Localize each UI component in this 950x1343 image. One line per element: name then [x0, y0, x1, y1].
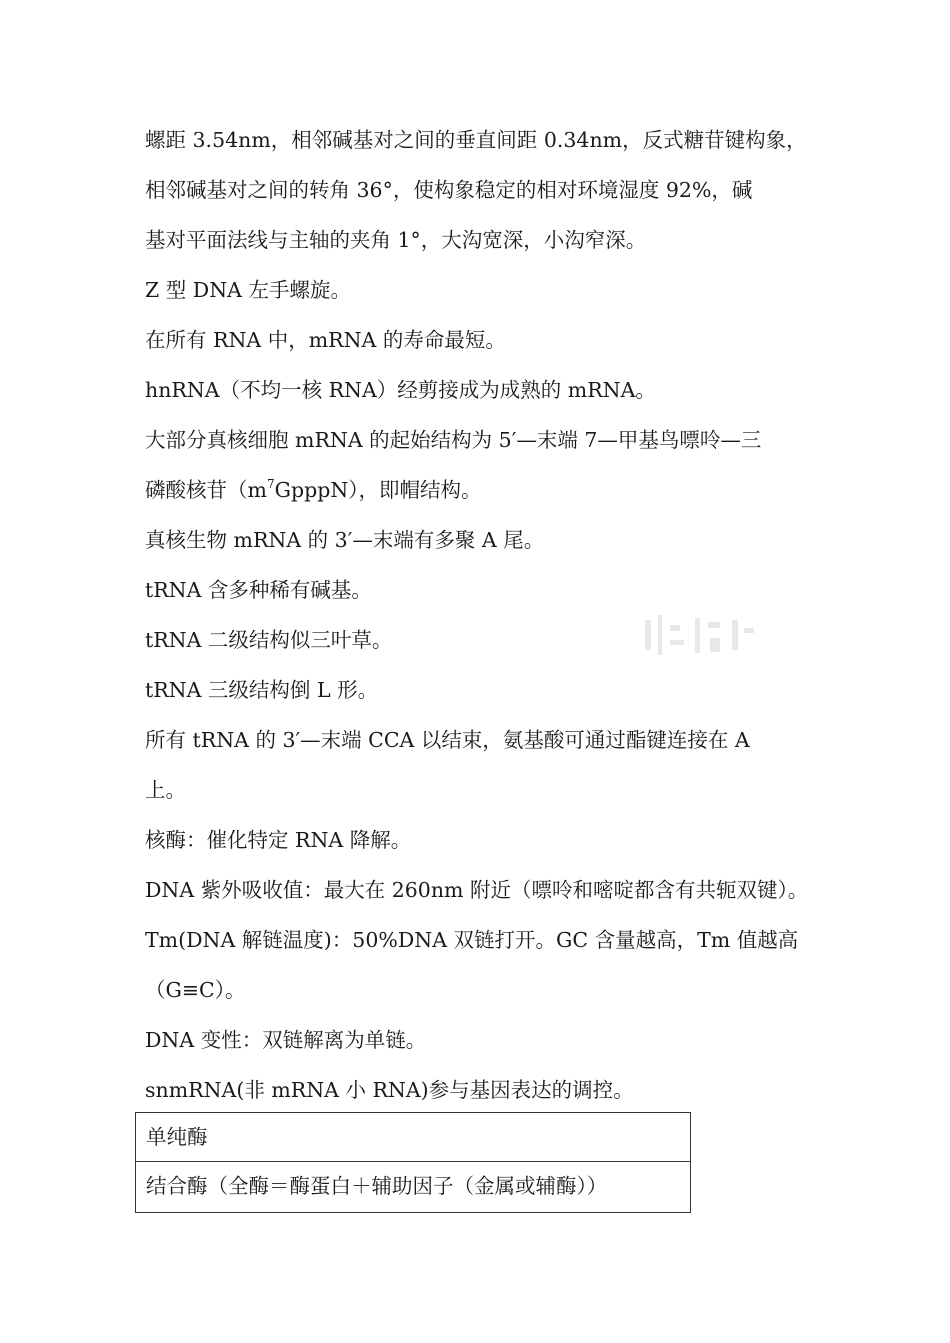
text-line: （G≡C）。	[145, 978, 246, 1002]
text-line: Z 型 DNA 左手螺旋。	[145, 278, 351, 302]
text-line: Tm(DNA 解链温度)：50%DNA 双链打开。GC 含量越高，Tm 值越高	[145, 928, 799, 952]
text-line: DNA 变性：双链解离为单链。	[145, 1028, 427, 1052]
cap-line-superscript: 7	[266, 477, 275, 491]
text-line: 基对平面法线与主轴的夹角 1°，大沟宽深，小沟窄深。	[145, 228, 647, 252]
text-line: tRNA 二级结构似三叶草。	[145, 628, 393, 652]
table-row: 单纯酶	[136, 1113, 690, 1162]
text-line: 真核生物 mRNA 的 3′—末端有多聚 A 尾。	[145, 528, 545, 552]
table-row: 结合酶（全酶＝酶蛋白＋辅助因子（金属或辅酶））	[146, 1174, 608, 1198]
cap-line-suffix: GpppN），即帽结构。	[274, 478, 482, 502]
text-line: hnRNA（不均一核 RNA）经剪接成为成熟的 mRNA。	[145, 378, 656, 402]
text-line: DNA 紫外吸收值：最大在 260nm 附近（嘌呤和嘧啶都含有共轭双键）。	[145, 878, 809, 902]
text-line: 核酶：催化特定 RNA 降解。	[145, 828, 412, 852]
text-line: 上。	[145, 778, 186, 802]
text-line: 所有 tRNA 的 3′—末端 CCA 以结束，氨基酸可通过酯键连接在 A	[145, 728, 750, 752]
text-line: snmRNA(非 mRNA 小 RNA)参与基因表达的调控。	[145, 1078, 634, 1102]
text-line: tRNA 含多种稀有碱基。	[145, 578, 372, 602]
faint-watermark	[640, 610, 760, 665]
cap-line-prefix: 磷酸核苷（m	[145, 478, 267, 502]
text-line: 螺距 3.54nm，相邻碱基对之间的垂直间距 0.34nm，反式糖苷键构象，	[145, 128, 807, 152]
text-line: 大部分真核细胞 mRNA 的起始结构为 5′—末端 7—甲基鸟嘌呤—三	[145, 428, 762, 452]
enzyme-table	[135, 1112, 691, 1213]
text-line: 相邻碱基对之间的转角 36°，使构象稳定的相对环境湿度 92%，碱	[145, 178, 753, 202]
text-line: 在所有 RNA 中，mRNA 的寿命最短。	[145, 328, 506, 352]
cap-structure-line	[145, 477, 815, 503]
text-line: tRNA 三级结构倒 L 形。	[145, 678, 379, 702]
